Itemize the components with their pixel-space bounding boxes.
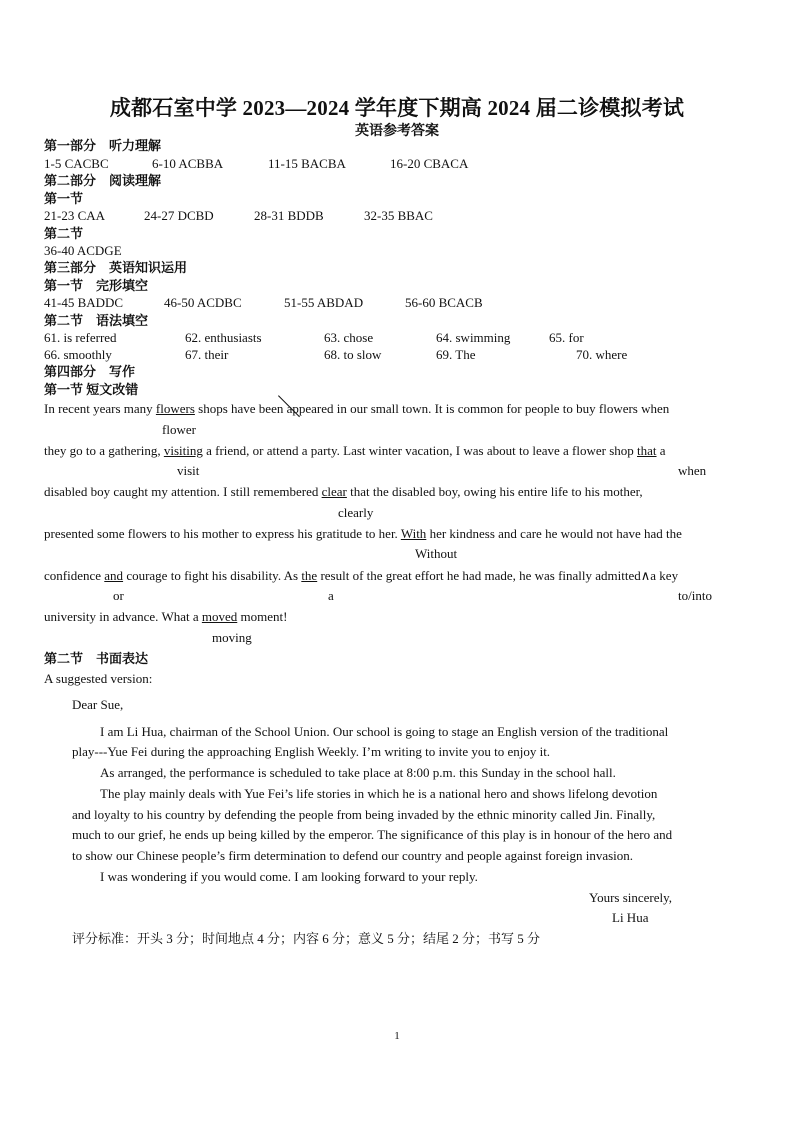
- reading-answer: 24-27 DCBD: [144, 208, 214, 223]
- error-word: and: [104, 568, 124, 583]
- correction-word: when: [678, 463, 707, 478]
- essay-line: and loyalty to his country by defending the people from being invaded by the ethnic minority called Jin. Finally,: [72, 807, 656, 822]
- part3-sec1-heading: 第一节 完形填空: [44, 278, 149, 293]
- part2-heading: 第二部分 阅读理解: [44, 173, 162, 188]
- part2-sec2-heading: 第二节: [44, 226, 84, 241]
- correction-word: moving: [212, 630, 252, 645]
- correction-line: confidence and courage to fight his disability. As the result of the great effort he had made, he was finally admitted∧a key: [44, 568, 679, 583]
- essay-greeting: Dear Sue,: [72, 697, 124, 712]
- cloze-answer: 51-55 ABDAD: [284, 295, 364, 310]
- correction-word: or: [113, 588, 124, 603]
- grammar-answer: 61. is referred: [44, 330, 117, 345]
- correction-line: disabled boy caught my attention. I still remembered clear that the disabled boy, owing his entire life to his mother,: [44, 484, 643, 499]
- listening-answer: 1-5 CACBC: [44, 156, 109, 171]
- reading-answer: 36-40 ACDGE: [44, 243, 122, 258]
- grammar-answer: 65. for: [549, 330, 584, 345]
- listening-answer: 11-15 BACBA: [268, 156, 346, 171]
- part3-sec2-heading: 第二节 语法填空: [44, 313, 149, 328]
- reading-answer: 21-23 CAA: [44, 208, 106, 223]
- correction-word: Without: [415, 546, 458, 561]
- cloze-answer: 46-50 ACDBC: [164, 295, 242, 310]
- error-word: that: [637, 443, 657, 458]
- correction-line: presented some flowers to his mother to express his gratitude to her. With her kindness and care he would not have had the: [44, 526, 682, 541]
- error-word: the: [301, 568, 318, 583]
- part4-heading: 第四部分 写作: [44, 364, 136, 379]
- essay-line: The play mainly deals with Yue Fei’s life stories in which he is a national hero and shows lifelong devotion: [100, 786, 658, 801]
- error-word: moved: [201, 609, 238, 624]
- grammar-answer: 68. to slow: [324, 347, 382, 362]
- cloze-answer: 56-60 BCACB: [405, 295, 483, 310]
- correction-line: In recent years many flowers shops have been appeared in our small town. It is common for people to buy flowers when: [44, 401, 670, 416]
- error-word: flowers: [155, 401, 195, 416]
- part4-sec2-heading: 第二节 书面表达: [44, 651, 149, 666]
- cloze-answer: 41-45 BADDC: [44, 295, 124, 310]
- grammar-answer: 64. swimming: [436, 330, 511, 345]
- scoring-criteria: 评分标准：开头 3 分；时间地点 4 分；内容 6 分；意义 5 分；结尾 2 分；书写 5 分: [72, 931, 541, 946]
- part1-heading: 第一部分 听力理解: [44, 138, 162, 153]
- correction-word: visit: [177, 463, 200, 478]
- error-word: visiting: [163, 443, 203, 458]
- grammar-answer: 62. enthusiasts: [185, 330, 262, 345]
- correction-word: a: [328, 588, 334, 603]
- error-word: clear: [321, 484, 347, 499]
- insertion-caret: ∧: [640, 568, 651, 583]
- reading-answer: 28-31 BDDB: [254, 208, 324, 223]
- part4-sec1-heading: 第一节 短文改错: [44, 382, 139, 397]
- correction-word: flower: [162, 422, 196, 437]
- essay-line: much to our grief, he ends up being killed by the emperor. The significance of this play is in honour of the hero and: [72, 827, 673, 842]
- correction-line: they go to a gathering, visiting a friend, or attend a party. Last winter vacation, I was about to leave a flower shop that a: [44, 443, 666, 458]
- essay-signature: Li Hua: [612, 910, 649, 925]
- reading-answer: 32-35 BBAC: [364, 208, 433, 223]
- suggested-label: A suggested version:: [44, 671, 153, 686]
- page-title: 成都石室中学 2023—2024 学年度下期高 2024 届二诊模拟考试: [109, 96, 685, 120]
- essay-line: play---Yue Fei during the approaching English Weekly. I’m writing to invite you to enjoy it.: [72, 744, 551, 759]
- grammar-answer: 66. smoothly: [44, 347, 112, 362]
- grammar-answer: 69. The: [436, 347, 476, 362]
- page-number: 1: [394, 1030, 400, 1042]
- correction-word: clearly: [338, 505, 374, 520]
- part3-heading: 第三部分 英语知识运用: [44, 260, 188, 275]
- correction-line: university in advance. What a moved moment!: [44, 609, 288, 624]
- listening-answer: 16-20 CBACA: [390, 156, 469, 171]
- grammar-answer: 63. chose: [324, 330, 374, 345]
- essay-closing: Yours sincerely,: [589, 890, 673, 905]
- error-word: With: [400, 526, 427, 541]
- correction-word: to/into: [678, 588, 712, 603]
- essay-line: As arranged, the performance is scheduled to take place at 8:00 p.m. this Sunday in the school hall.: [100, 765, 616, 780]
- part2-sec1-heading: 第一节: [44, 191, 84, 206]
- listening-answer: 6-10 ACBBA: [152, 156, 224, 171]
- essay-line: to show our Chinese people’s firm determination to defend our country and people against foreign invasion.: [72, 848, 634, 863]
- page-subtitle: 英语参考答案: [355, 124, 439, 139]
- grammar-answer: 67. their: [185, 347, 229, 362]
- essay-line: I was wondering if you would come. I am looking forward to your reply.: [100, 869, 478, 884]
- essay-line: I am Li Hua, chairman of the School Union. Our school is going to stage an English version of the traditional: [100, 724, 669, 739]
- grammar-answer: 70. where: [576, 347, 628, 362]
